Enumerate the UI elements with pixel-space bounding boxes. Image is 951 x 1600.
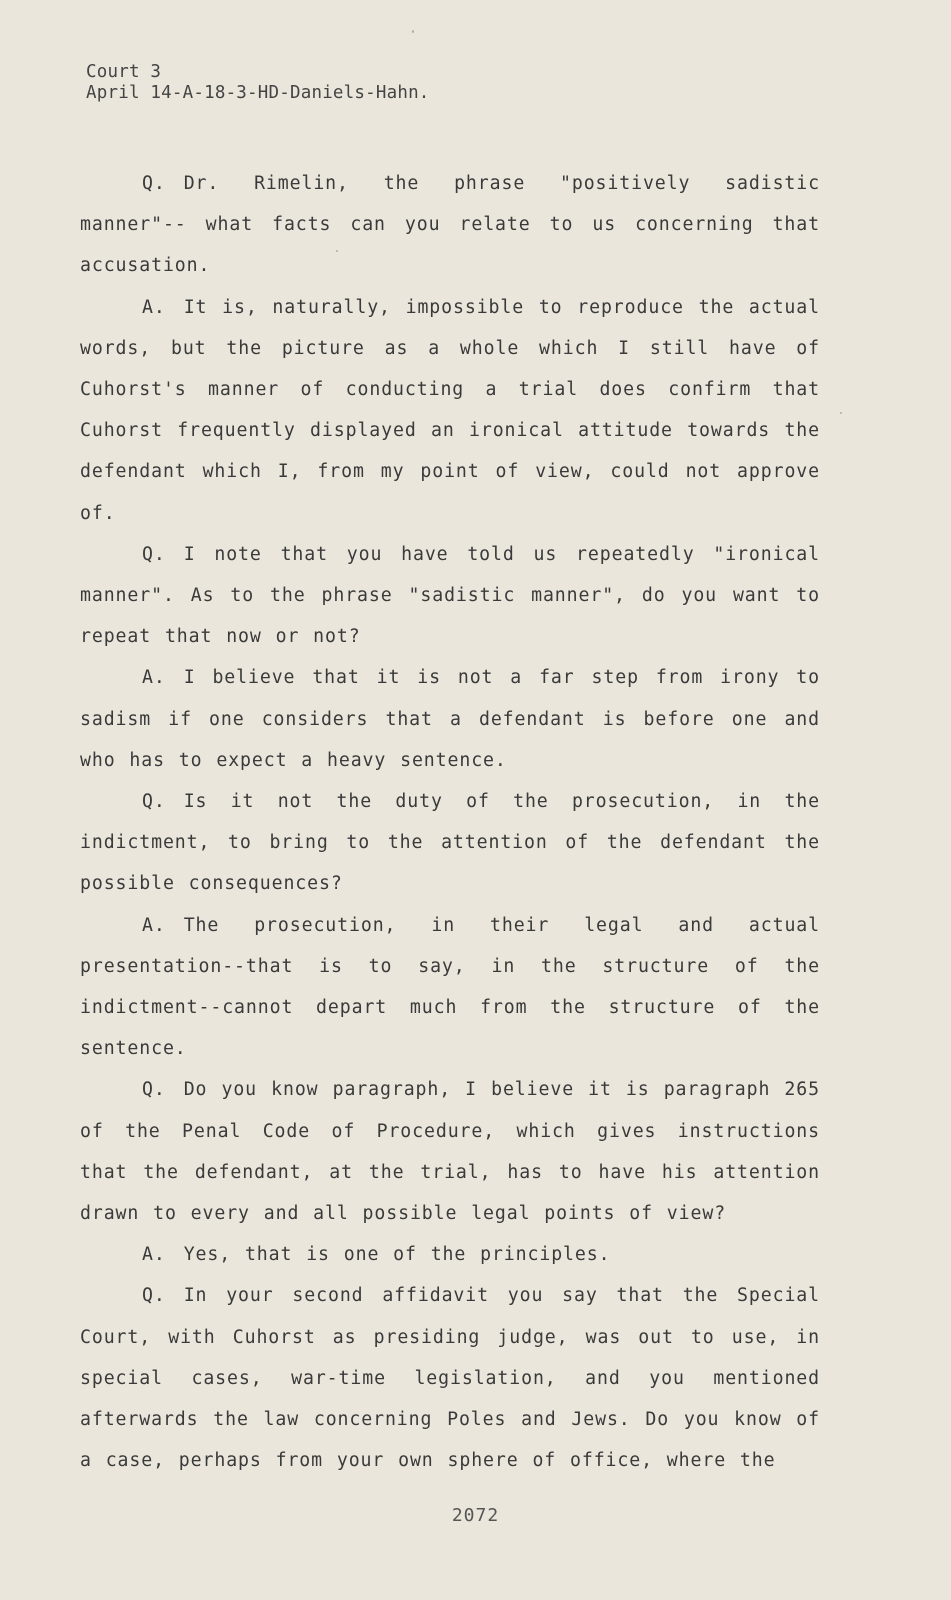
page-number: 2072 bbox=[451, 1505, 500, 1526]
paragraph-text: It is, naturally, impossible to reproduce the actual words, but the picture as a whole which I still have of Cuhorst's manner of conducting a trial does confirm that Cuhorst frequently displayed an ironical attitude towards the defendant which I, from my point of view, could not approve of. bbox=[80, 296, 820, 524]
header-reference: April 14-A-18-3-HD-Daniels-Hahn. bbox=[86, 83, 430, 103]
paper-speck bbox=[336, 250, 338, 252]
paragraph-text: Yes, that is one of the principles. bbox=[183, 1244, 611, 1266]
transcript-body bbox=[80, 163, 820, 1482]
speaker-label: Q. bbox=[142, 173, 166, 194]
paper-speck bbox=[412, 30, 414, 33]
paragraph-text: Is it not the duty of the prosecution, in the indictment, to bring to the attention of the defendant the possible consequences? bbox=[80, 791, 820, 895]
speaker-label: Q. bbox=[142, 1079, 166, 1101]
transcript-paragraph bbox=[80, 534, 820, 658]
speaker-label: A. bbox=[142, 296, 166, 318]
paragraph-text: The prosecution, in their legal and actual presentation--that is to say, in the structure of the indictment--cannot depart much from the structure of the sentence. bbox=[80, 914, 820, 1060]
header-court: Court 3 bbox=[86, 62, 162, 82]
speaker-label: Q. bbox=[142, 543, 166, 565]
paragraph-text: In your second affidavit you say that the Special Court, with Cuhorst as presiding judge, was out to use, in special cases, war-time legislation, and you mentioned afterwards the law concerning Poles and Jews. Do you know of a case, perhaps from your own sphere of office, where the bbox=[80, 1285, 820, 1472]
paragraph-text: Dr. Rimelin, the phrase "positively sadistic manner"-- what facts can you relate to us concerning that accusation. bbox=[80, 173, 820, 277]
paragraph-text: I believe that it is not a far step from irony to sadism if one considers that a defendant is before one and who has to expect a heavy sentence. bbox=[80, 667, 820, 771]
transcript-paragraph bbox=[80, 905, 820, 1070]
transcript-paragraph bbox=[80, 163, 820, 287]
speaker-label: Q. bbox=[142, 1285, 166, 1307]
paragraph-text: I note that you have told us repeatedly "ironical manner". As to the phrase "sadistic manner", do you want to repeat that now or not? bbox=[80, 543, 820, 648]
speaker-label: A. bbox=[142, 667, 166, 689]
transcript-paragraph bbox=[80, 287, 820, 534]
transcript-paragraph bbox=[80, 1069, 820, 1234]
speaker-label: A. bbox=[142, 1244, 166, 1266]
document-header bbox=[86, 62, 430, 104]
speaker-label: Q. bbox=[142, 791, 166, 813]
transcript-paragraph bbox=[80, 657, 820, 781]
paragraph-text: Do you know paragraph, I believe it is paragraph 265 of the Penal Code of Procedure, which gives instructions that the defendant, at the trial, has to have his attention drawn to every and all possible legal points of view? bbox=[80, 1079, 820, 1225]
transcript-paragraph bbox=[80, 1275, 820, 1481]
speaker-label: A. bbox=[142, 914, 166, 936]
transcript-paragraph bbox=[80, 1234, 820, 1275]
transcript-paragraph bbox=[80, 781, 820, 905]
paper-speck bbox=[840, 412, 842, 414]
